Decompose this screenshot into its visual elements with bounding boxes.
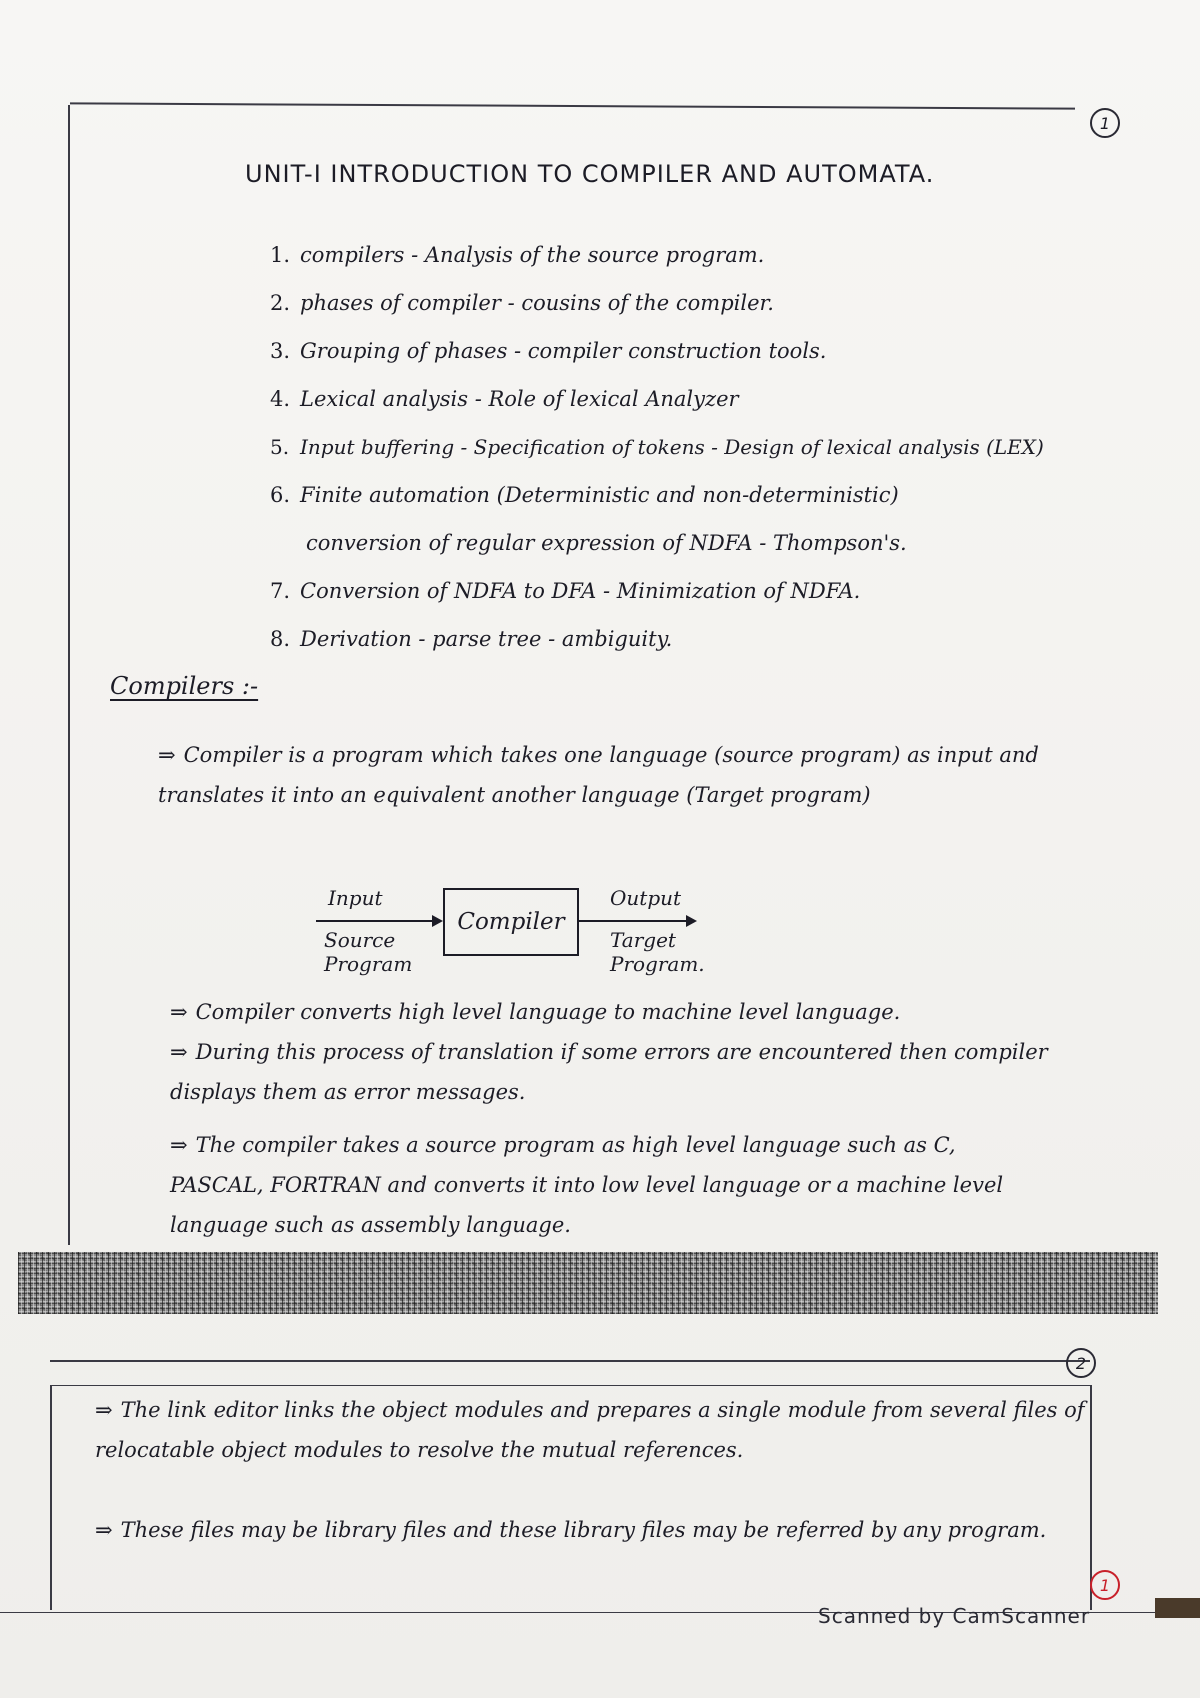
arrow-bullet-icon: ⇒ — [170, 1133, 188, 1157]
compiler-definition: ⇒ Compiler is a program which takes one language (source program) as input and translates it into an equivalent another language (Target program) — [158, 743, 1039, 807]
topic-item: 5. Input buffering - Specification of tokens - Design of lexical analysis (LEX) — [270, 435, 1044, 459]
diagram-input-label: Input — [328, 886, 383, 910]
bullet-source-program: ⇒ The compiler takes a source program as high level language such as C, PASCAL, FORTRAN and converts it into low level language or a machine level language such as assembly language. — [170, 1133, 1004, 1237]
compiler-diagram — [310, 880, 730, 1000]
red-circled-mark: 1 — [1090, 1570, 1120, 1600]
input-arrow-line — [316, 920, 434, 922]
input-arrow-head-icon — [432, 915, 443, 927]
scanner-watermark: Scanned by CamScanner — [818, 1604, 1091, 1628]
topic-item: 2. phases of compiler - cousins of the compiler. — [270, 291, 774, 315]
topic-item-continued: conversion of regular expression of NDFA - Thompson's. — [306, 531, 907, 555]
arrow-bullet-icon: ⇒ — [95, 1398, 113, 1422]
topic-item: 4. Lexical analysis - Role of lexical Analyzer — [270, 387, 739, 411]
page-number-2: 2 — [1066, 1348, 1096, 1378]
diagram-source-label: Source Program — [324, 928, 413, 976]
topic-item: 1. compilers - Analysis of the source program. — [270, 243, 765, 267]
section-heading-compilers: Compilers :- — [110, 672, 259, 700]
output-arrow-head-icon — [686, 915, 697, 927]
arrow-bullet-icon: ⇒ — [170, 1000, 188, 1024]
arrow-bullet-icon: ⇒ — [170, 1040, 188, 1064]
topic-item: 6. Finite automation (Deterministic and non-deterministic) — [270, 483, 899, 507]
bullet-link-editor: ⇒ The link editor links the object modules and prepares a single module from several files of relocatable object modules to resolve the mutual references. — [95, 1398, 1085, 1462]
left-margin-line — [68, 105, 70, 1245]
diagram-output-label: Output — [610, 886, 682, 910]
scan-edge-shadow — [1155, 1598, 1200, 1618]
compiler-box: Compiler — [443, 888, 579, 956]
page-number-1: 1 — [1090, 108, 1120, 138]
topic-list — [270, 240, 1100, 672]
output-arrow-line — [577, 920, 687, 922]
bullet-errors: ⇒ During this process of translation if some errors are encountered then compiler displays them as error messages. — [170, 1040, 1048, 1104]
page2-left-margin-line — [50, 1385, 52, 1610]
topic-item: 8. Derivation - parse tree - ambiguity. — [270, 627, 673, 651]
arrow-bullet-icon: ⇒ — [95, 1518, 113, 1542]
top-rule — [70, 102, 1075, 109]
diagram-target-label: Target Program. — [610, 928, 705, 976]
unit-title: UNIT-I INTRODUCTION TO COMPILER AND AUTOMATA. — [245, 160, 935, 188]
arrow-bullet-icon: ⇒ — [158, 743, 176, 767]
topic-item: 3. Grouping of phases - compiler construction tools. — [270, 339, 827, 363]
page2-inner-rule — [50, 1385, 1090, 1386]
topic-item: 7. Conversion of NDFA to DFA - Minimization of NDFA. — [270, 579, 861, 603]
scan-noise-band — [18, 1252, 1158, 1314]
bullet-library-files: ⇒ These files may be library files and these library files may be referred by any program. — [95, 1518, 1047, 1542]
bullet-converts: ⇒ Compiler converts high level language to machine level language. — [170, 1000, 901, 1024]
page2-top-rule — [50, 1360, 1090, 1362]
